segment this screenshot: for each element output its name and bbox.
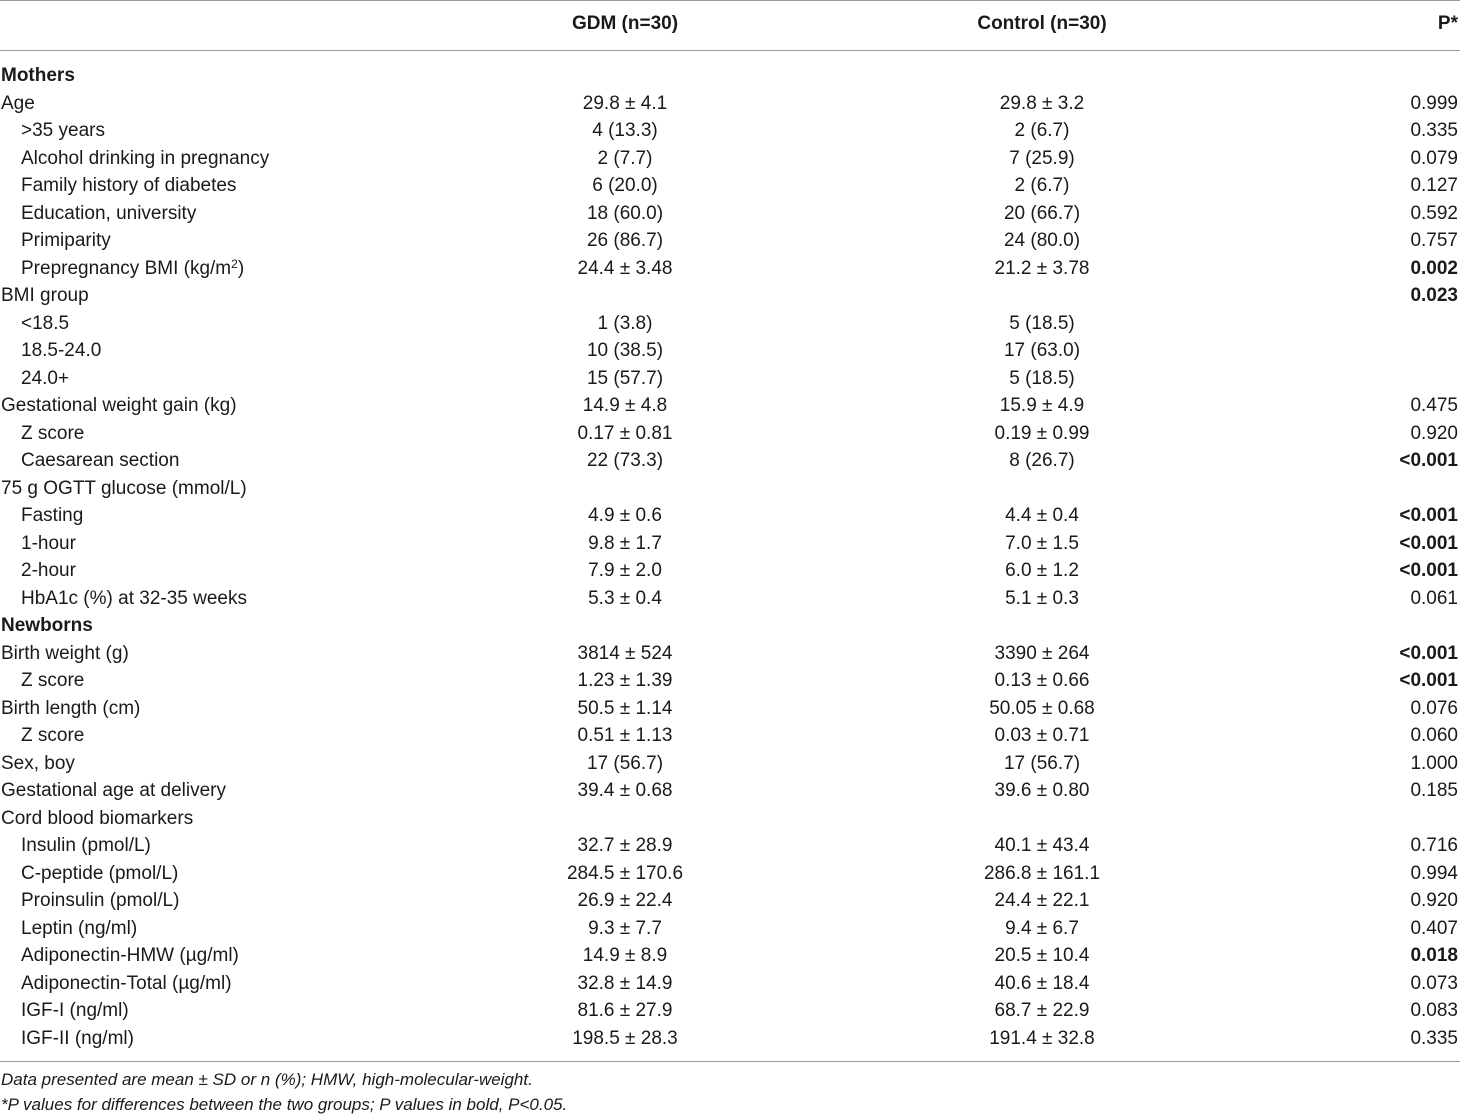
- cell-control: 17 (56.7): [1003, 752, 1081, 774]
- cell-control: 6.0 ± 1.2: [1005, 560, 1079, 581]
- row-label: [21, 310, 69, 338]
- cell-p-value: 0.716: [1410, 835, 1458, 856]
- row-label: [21, 860, 178, 888]
- cell-p-value: 0.061: [1410, 587, 1458, 609]
- cell-gdm: 50.5 ± 1.14: [577, 697, 673, 719]
- table-row: [0, 227, 1460, 255]
- row-label-text: Prepregnancy BMI (kg/m: [21, 257, 232, 279]
- cell-p-value: 0.475: [1410, 395, 1458, 416]
- cell-control: 29.8 ± 3.2: [999, 92, 1085, 114]
- cell-p-value: 0.592: [1410, 202, 1458, 224]
- cell-gdm: 4.9 ± 0.6: [588, 505, 662, 526]
- cell-p-value: <0.001: [1399, 560, 1458, 581]
- row-label-text: Education, university: [21, 202, 197, 224]
- row-label: [1, 750, 75, 778]
- cell-control: 5 (18.5): [1009, 312, 1075, 334]
- row-label: [21, 667, 84, 695]
- row-label: [21, 887, 179, 915]
- table-row: [0, 475, 1460, 503]
- row-label-text: IGF-I (ng/ml): [21, 1000, 129, 1021]
- cell-gdm: 32.8 ± 14.9: [577, 972, 673, 994]
- row-label: [21, 1025, 134, 1053]
- row-label: [1, 282, 89, 310]
- row-label-text: Insulin (pmol/L): [21, 835, 151, 856]
- table-row: [0, 612, 1460, 640]
- cell-p-value: 0.076: [1410, 697, 1458, 719]
- row-label-text: Adiponectin-Total (µg/ml): [21, 972, 232, 994]
- cell-gdm: 9.8 ± 1.7: [588, 532, 662, 554]
- row-label-text: Birth length (cm): [1, 697, 141, 719]
- row-label: [1, 90, 35, 118]
- header-control: Control (n=30): [977, 13, 1107, 34]
- cell-p-value: 0.073: [1410, 972, 1458, 994]
- cell-control: 24.4 ± 22.1: [994, 890, 1090, 911]
- row-label-text: Adiponectin-HMW (µg/ml): [21, 945, 239, 966]
- cell-p-value: <0.001: [1399, 532, 1458, 554]
- row-label-text: 2-hour: [21, 560, 76, 581]
- table-row: [0, 777, 1460, 805]
- row-label-text: 18.5-24.0: [21, 340, 102, 361]
- row-label-text: Gestational age at delivery: [1, 780, 226, 801]
- row-label: [21, 172, 236, 200]
- cell-control: 50.05 ± 0.68: [989, 697, 1095, 719]
- row-label: [21, 502, 83, 530]
- cell-gdm: 4 (13.3): [592, 120, 658, 141]
- cell-gdm: 17 (56.7): [586, 752, 664, 774]
- row-label: [1, 805, 193, 833]
- table-top-rule: [0, 0, 1460, 1]
- row-label-text: 1-hour: [21, 532, 76, 554]
- footnote-p-values: *P values for differences between the two groups; P values in bold, P<0.05.: [1, 1095, 568, 1114]
- cell-control: 8 (26.7): [1009, 450, 1075, 471]
- cell-p-value: 0.023: [1410, 285, 1458, 306]
- row-label-text: Newborns: [1, 615, 93, 636]
- table-row: [0, 365, 1460, 393]
- cell-control: 40.1 ± 43.4: [994, 835, 1090, 856]
- row-label-text: Sex, boy: [1, 752, 75, 774]
- cell-p-value: 0.083: [1410, 1000, 1458, 1021]
- table-row: [0, 145, 1460, 173]
- cell-p-value: 0.127: [1410, 175, 1458, 196]
- row-label-text: 24.0+: [21, 367, 70, 389]
- row-label-text: >35 years: [21, 120, 105, 141]
- row-label-text: IGF-II (ng/ml): [21, 1027, 134, 1049]
- table-row: [0, 695, 1460, 723]
- table-body: [0, 62, 1460, 1052]
- row-label-text: BMI group: [1, 285, 89, 306]
- cell-control: 0.13 ± 0.66: [994, 670, 1090, 691]
- row-label-suffix: ): [237, 257, 245, 279]
- row-label: [21, 832, 151, 860]
- cell-gdm: 0.17 ± 0.81: [577, 422, 673, 444]
- header-gdm: GDM (n=30): [571, 13, 679, 34]
- row-label-text: Caesarean section: [21, 450, 180, 471]
- cell-control: 3390 ± 264: [994, 642, 1090, 664]
- cell-p-value: 0.757: [1410, 230, 1458, 251]
- table-row: [0, 502, 1460, 530]
- table-row: [0, 557, 1460, 585]
- cell-control: 4.4 ± 0.4: [1005, 505, 1079, 526]
- row-label: [21, 255, 244, 283]
- table-row: [0, 282, 1460, 310]
- cell-gdm: 29.8 ± 4.1: [582, 92, 668, 114]
- cell-gdm: 81.6 ± 27.9: [577, 1000, 673, 1021]
- cell-control: 17 (63.0): [1003, 340, 1081, 361]
- row-label: [21, 915, 137, 943]
- cell-p-value: 0.060: [1410, 725, 1458, 746]
- row-label: [1, 640, 129, 668]
- row-label-text: Proinsulin (pmol/L): [21, 890, 180, 911]
- row-label-text: Leptin (ng/ml): [21, 917, 138, 939]
- table-row: [0, 117, 1460, 145]
- table-bottom-rule: [0, 1061, 1460, 1062]
- cell-p-value: 0.920: [1410, 890, 1458, 911]
- cell-control: 24 (80.0): [1003, 230, 1081, 251]
- cell-control: 40.6 ± 18.4: [994, 972, 1090, 994]
- cell-gdm: 15 (57.7): [586, 367, 664, 389]
- cell-control: 2 (6.7): [1014, 120, 1070, 141]
- cell-gdm: 5.3 ± 0.4: [588, 587, 662, 609]
- table-row: [0, 805, 1460, 833]
- table-row: [0, 667, 1460, 695]
- row-label: [21, 942, 239, 970]
- table-row: [0, 337, 1460, 365]
- row-label-text: C-peptide (pmol/L): [21, 862, 179, 884]
- cell-p-value: 0.920: [1410, 422, 1458, 444]
- cell-gdm: 1.23 ± 1.39: [577, 670, 673, 691]
- row-label: [21, 530, 76, 558]
- row-label: [21, 970, 232, 998]
- cell-p-value: 0.079: [1410, 147, 1458, 169]
- cell-gdm: 22 (73.3): [586, 450, 664, 471]
- row-label-text: Mothers: [1, 65, 75, 86]
- cell-p-value: 1.000: [1410, 752, 1458, 774]
- table-row: [0, 585, 1460, 613]
- cell-p-value: 0.335: [1410, 120, 1458, 141]
- cell-p-value: 0.002: [1410, 257, 1458, 279]
- table-header: [0, 13, 1460, 41]
- cell-control: 286.8 ± 161.1: [983, 862, 1101, 884]
- cell-p-value: 0.999: [1410, 92, 1458, 114]
- cell-gdm: 198.5 ± 28.3: [572, 1027, 678, 1049]
- cell-gdm: 0.51 ± 1.13: [577, 725, 673, 746]
- table-row: [0, 530, 1460, 558]
- section-label: [1, 62, 75, 90]
- table-row: [0, 722, 1460, 750]
- cell-control: 7 (25.9): [1009, 147, 1075, 169]
- row-label: [21, 722, 84, 750]
- cell-p-value: 0.335: [1410, 1027, 1458, 1049]
- row-label: [21, 447, 179, 475]
- table-row: [0, 640, 1460, 668]
- row-label-text: Primiparity: [21, 230, 111, 251]
- row-label: [1, 475, 247, 503]
- cell-control: 2 (6.7): [1014, 175, 1070, 196]
- table-row: [0, 750, 1460, 778]
- cell-gdm: 26.9 ± 22.4: [577, 890, 673, 911]
- table-row: [0, 200, 1460, 228]
- row-label: [21, 557, 76, 585]
- row-label: [21, 997, 129, 1025]
- row-label: [1, 695, 140, 723]
- cell-control: 9.4 ± 6.7: [1005, 917, 1079, 939]
- row-label: [21, 117, 105, 145]
- cell-p-value: 0.185: [1410, 780, 1458, 801]
- row-label: [21, 227, 111, 255]
- cell-gdm: 284.5 ± 170.6: [566, 862, 684, 884]
- row-label-text: 75 g OGTT glucose (mmol/L): [1, 477, 247, 499]
- table-row: [0, 1025, 1460, 1053]
- cell-p-value: <0.001: [1399, 670, 1458, 691]
- row-label: [1, 392, 237, 420]
- cell-control: 68.7 ± 22.9: [994, 1000, 1090, 1021]
- cell-control: 20 (66.7): [1003, 202, 1081, 224]
- row-label: [21, 420, 84, 448]
- table-row: [0, 172, 1460, 200]
- row-label-text: Alcohol drinking in pregnancy: [21, 147, 270, 169]
- table-row: [0, 420, 1460, 448]
- row-label-text: Family history of diabetes: [21, 175, 237, 196]
- row-label-text: Cord blood biomarkers: [1, 807, 194, 829]
- row-label: [21, 585, 247, 613]
- cell-control: 15.9 ± 4.9: [999, 395, 1085, 416]
- cell-gdm: 14.9 ± 8.9: [582, 945, 668, 966]
- cell-gdm: 9.3 ± 7.7: [588, 917, 662, 939]
- row-label-text: Birth weight (g): [1, 642, 129, 664]
- cell-control: 0.19 ± 0.99: [994, 422, 1090, 444]
- row-label: [21, 200, 196, 228]
- row-label-text: Fasting: [21, 505, 84, 526]
- cell-control: 0.03 ± 0.71: [994, 725, 1090, 746]
- superscript: 2: [231, 256, 238, 271]
- cell-control: 7.0 ± 1.5: [1005, 532, 1079, 554]
- cell-control: 191.4 ± 32.8: [989, 1027, 1095, 1049]
- cell-gdm: 2 (7.7): [597, 147, 653, 169]
- table-row: [0, 62, 1460, 90]
- row-label-text: Gestational weight gain (kg): [1, 395, 237, 416]
- cell-gdm: 6 (20.0): [592, 175, 658, 196]
- cell-gdm: 10 (38.5): [586, 340, 664, 361]
- table-row: [0, 970, 1460, 998]
- cell-p-value: 0.994: [1410, 862, 1458, 884]
- cell-gdm: 24.4 ± 3.48: [577, 257, 673, 279]
- cell-control: 5 (18.5): [1009, 367, 1075, 389]
- section-label: [1, 612, 93, 640]
- header-p-value: P*: [1437, 13, 1458, 34]
- row-label-text: Age: [1, 92, 35, 114]
- row-label-text: Z score: [21, 422, 85, 444]
- row-label-text: HbA1c (%) at 32-35 weeks: [21, 587, 247, 609]
- table-row: [0, 915, 1460, 943]
- row-label: [21, 337, 101, 365]
- footnote-data-presented: Data presented are mean ± SD or n (%); HMW, high-molecular-weight.: [1, 1070, 533, 1089]
- cell-gdm: 26 (86.7): [586, 230, 664, 251]
- row-label-text: <18.5: [21, 312, 70, 334]
- cell-gdm: 18 (60.0): [586, 202, 664, 224]
- cell-control: 21.2 ± 3.78: [994, 257, 1090, 279]
- table-row: [0, 392, 1460, 420]
- cell-gdm: 7.9 ± 2.0: [588, 560, 662, 581]
- cell-control: 20.5 ± 10.4: [994, 945, 1090, 966]
- table-row: [0, 942, 1460, 970]
- row-label-text: Z score: [21, 725, 85, 746]
- cell-p-value: 0.407: [1410, 917, 1458, 939]
- cell-control: 5.1 ± 0.3: [1005, 587, 1079, 609]
- cell-p-value: <0.001: [1399, 450, 1458, 471]
- table-row: [0, 90, 1460, 118]
- cell-gdm: 14.9 ± 4.8: [582, 395, 668, 416]
- table-row: [0, 832, 1460, 860]
- row-label-text: Z score: [21, 670, 85, 691]
- cell-gdm: 39.4 ± 0.68: [577, 780, 673, 801]
- cell-control: 39.6 ± 0.80: [994, 780, 1090, 801]
- cell-gdm: 32.7 ± 28.9: [577, 835, 673, 856]
- row-label: [21, 145, 269, 173]
- row-label: [21, 365, 69, 393]
- cell-p-value: <0.001: [1399, 505, 1458, 526]
- table-row: [0, 447, 1460, 475]
- table-header-rule: [0, 50, 1460, 51]
- table-row: [0, 310, 1460, 338]
- table-row: [0, 255, 1460, 283]
- table-row: [0, 997, 1460, 1025]
- cell-gdm: 3814 ± 524: [577, 642, 673, 664]
- cell-p-value: 0.018: [1410, 945, 1458, 966]
- cell-p-value: <0.001: [1399, 642, 1458, 664]
- table-row: [0, 887, 1460, 915]
- table-row: [0, 860, 1460, 888]
- row-label: [1, 777, 226, 805]
- cell-gdm: 1 (3.8): [597, 312, 653, 334]
